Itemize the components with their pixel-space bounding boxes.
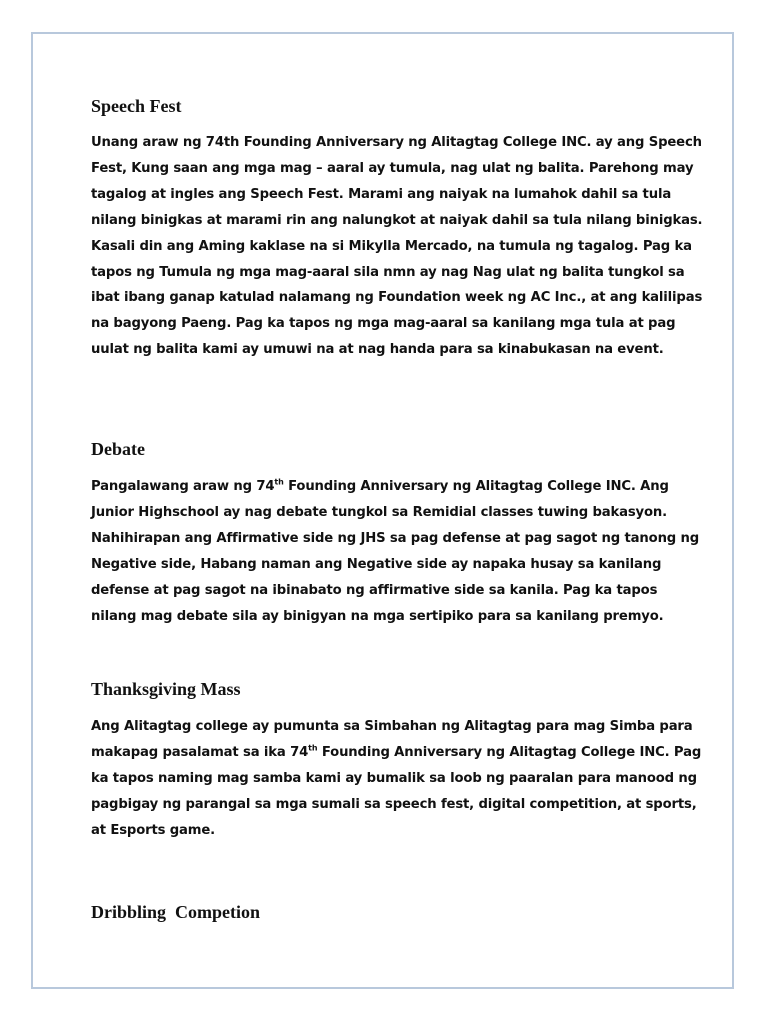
section-heading: Speech Fest [91,96,182,116]
document-page [31,32,734,989]
body-text-part: Pangalawang araw ng 74 [91,479,275,494]
section-heading: Debate [91,439,145,459]
section-dribbling-competion [91,901,703,923]
section-thanksgiving-mass [91,678,703,844]
body-text-part: Ang Alitagtag college ay pumunta sa Simbahan ng Alitagtag para mag Simba para makapag pasalamat sa ika 74 [91,719,693,760]
body-text-part: Founding Anniversary ng Alitagtag College INC. Pag ka tapos naming mag samba kami ay bumalik sa loob ng paaralan para manood ng pagbigay ng parangal sa mga sumali sa speech fest, digital competition, at sports, at Esports game. [91,744,702,838]
section-debate [91,438,703,629]
ordinal-superscript: th [274,477,284,487]
section-body [91,714,703,844]
body-text-part: Founding Anniversary ng Alitagtag College INC. Ang Junior Highschool ay nag debate tungkol sa Remidial classes tuwing bakasyon. Nahihirapan ang Affirmative side ng JHS sa pag defense at pag sagot ng tanong ng Negative side, Habang naman ang Negative side ay napaka husay sa kanilang defense at pag sagot na ibinabato ng affirmative side sa kanila. Pag ka tapos nilang mag debate sila ay binigyan na mga sertipiko para sa kanilang premyo. [91,479,700,624]
ordinal-superscript: th [308,743,318,753]
section-body [91,474,703,629]
section-heading: Dribbling Competion [91,902,261,922]
section-heading: Thanksgiving Mass [91,679,241,699]
section-speech-fest [91,95,703,363]
section-body: Unang araw ng 74th Founding Anniversary ng Alitagtag College INC. ay ang Speech Fest, Kung saan ang mga mag – aaral ay tumula, nag ulat ng balita. Parehong may tagalog at ingles ang Speech Fest. Marami ang naiyak na lumahok dahil sa tula nilang binigkas at marami rin ang nalungkot at naiyak dahil sa tula nilang binigkas. Kasali din ang Aming kaklase na si Mikylla Mercado, na tumula ng tagalog. Pag ka tapos ng Tumula ng mga mag-aaral sila nmn ay nag Nag ulat ng balita tungkol sa ibat ibang ganap katulad nalamang ng Foundation week ng AC Inc., at ang kalilipas na bagyong Paeng. Pag ka tapos ng mga mag-aaral sa kanilang mga tula at pag uulat ng balita kami ay umuwi na at nag handa para sa kinabukasan na event. [91,135,703,358]
